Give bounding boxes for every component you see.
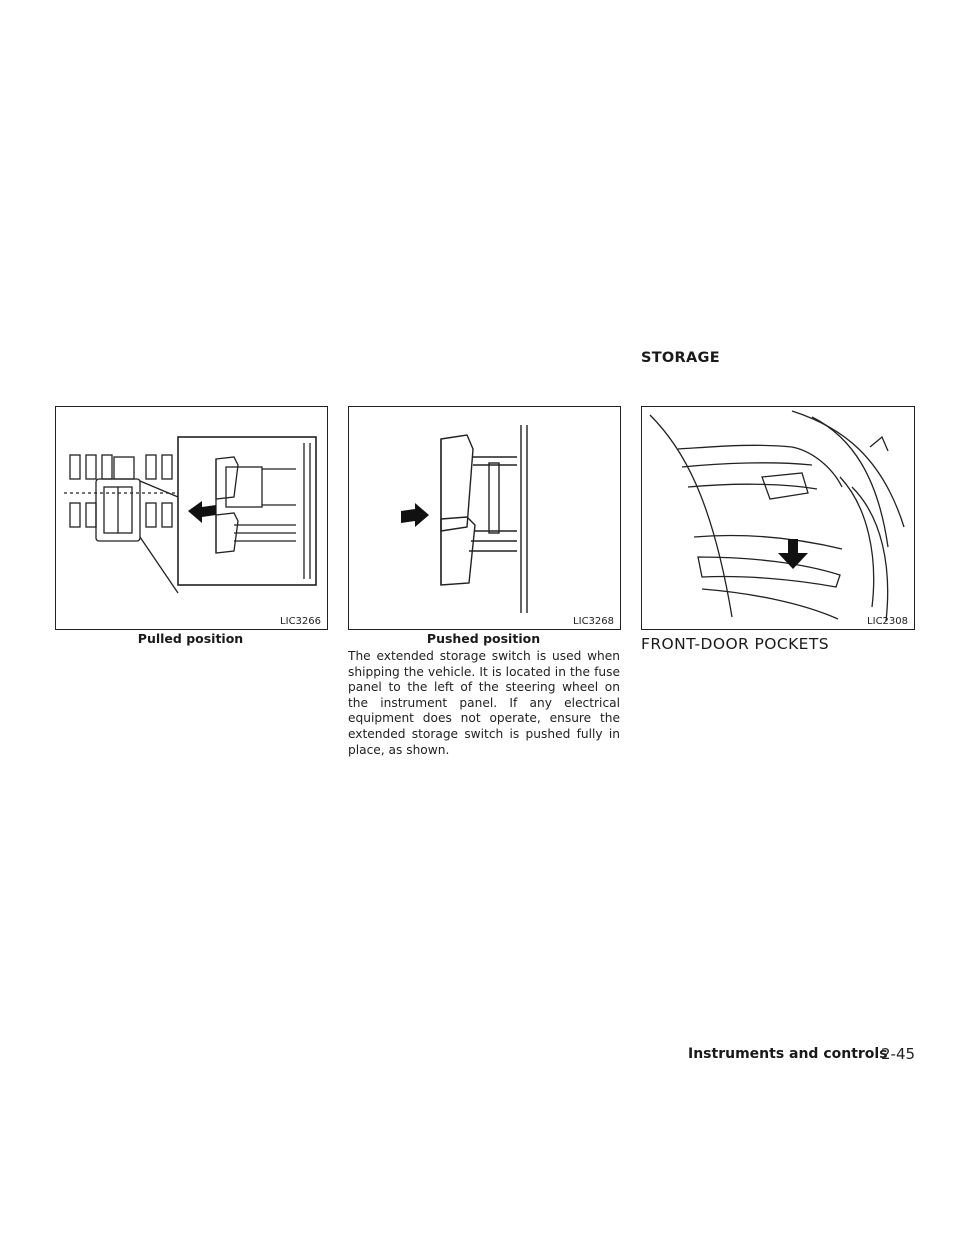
figure-code: LIC2308 bbox=[867, 616, 908, 627]
footer-chapter: Instruments and controls bbox=[688, 1046, 888, 1062]
subsection-title: FRONT-DOOR POCKETS bbox=[641, 635, 829, 653]
section-title: STORAGE bbox=[641, 350, 720, 366]
figure-caption-pushed: Pushed position bbox=[426, 631, 541, 646]
figure-pushed-position bbox=[348, 406, 621, 630]
figure-pulled-position bbox=[55, 406, 328, 630]
page-number: 2-45 bbox=[881, 1045, 916, 1063]
figure-code: LIC3266 bbox=[280, 616, 321, 627]
figure-caption-pulled: Pulled position bbox=[137, 631, 244, 646]
body-paragraph: The extended storage switch is used when shipping the vehicle. It is located in the fuse panel to the left of the steering wheel on the instrument panel. If any electrical equipment does not operate, ensure the extended storage switch is pushed fully in place, as shown. bbox=[348, 649, 620, 757]
figure-front-door-pocket bbox=[641, 406, 915, 630]
figure-code: LIC3268 bbox=[573, 616, 614, 627]
fuse-panel-pushed-illustration bbox=[349, 407, 620, 629]
door-pocket-illustration bbox=[642, 407, 914, 629]
fuse-panel-pulled-illustration bbox=[56, 407, 327, 629]
